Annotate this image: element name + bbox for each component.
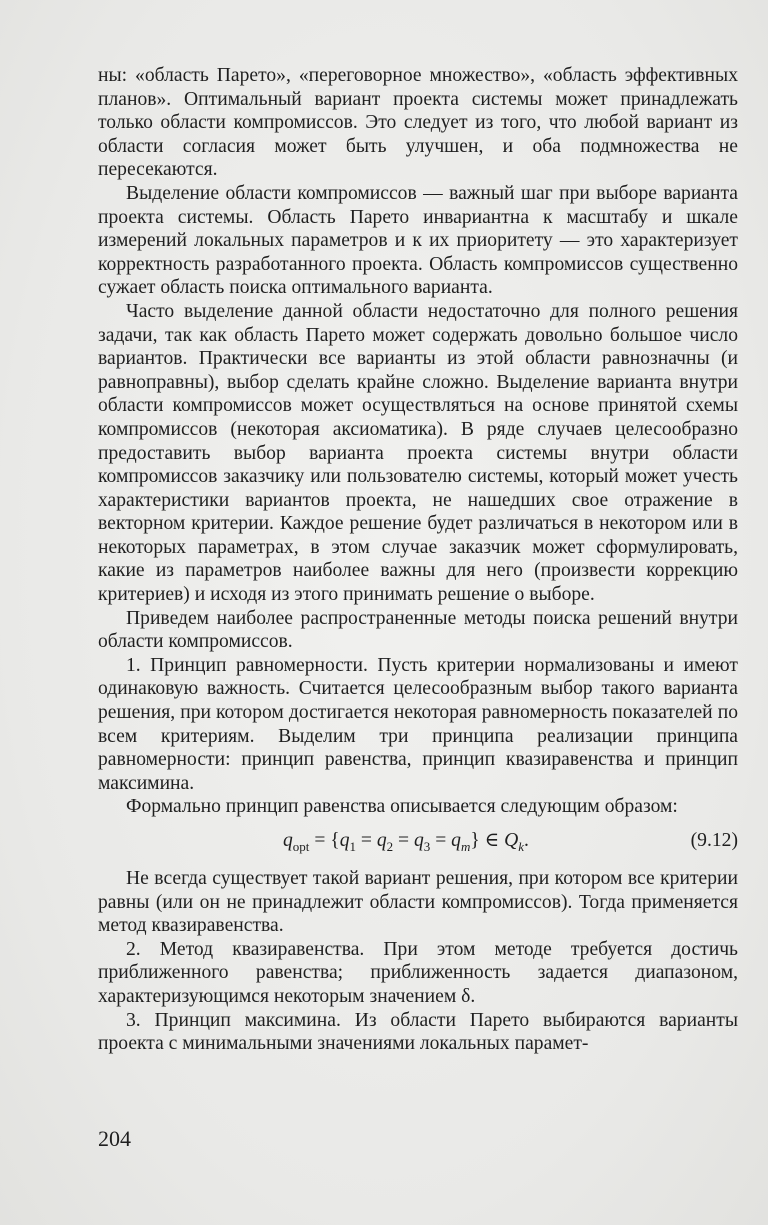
paragraph: ны: «область Парето», «переговорное множество», «область эффективных планов». Оптимальный вариант проекта системы может принадлежать только области компромиссов. Это следует из того, что любой вариант из области согласия может быть улучшен, и оба подмножества не пересекаются.: [98, 65, 738, 181]
paragraph: 1. Принцип равномерности. Пусть критерии нормализованы и имеют одинаковую важность. Считается целесообразным выбор такого варианта решения, при котором достигается некоторая равномерность показателей по всем критериям. Выделим три принципа реализации принципа равномерности: принцип равенства, принцип квазиравенства и принцип максимина.: [98, 654, 738, 794]
paragraph: Приведем наиболее распространенные методы поиска решений внутри области компромиссов.: [98, 607, 738, 653]
formula-number: (9.12): [690, 830, 738, 851]
formula-symbol: q: [283, 830, 293, 851]
paragraph: 3. Принцип максимина. Из области Парето выбираются варианты проекта с минимальными значениями локальных парамет-: [98, 1009, 738, 1055]
formula-subscript: m: [460, 838, 471, 854]
formula-symbol: Q: [504, 830, 519, 851]
paragraph: 2. Метод квазиравенства. При этом методе требуется достичь приближенного равенства; приближенность задается диапазоном, характеризующимся некоторым значением δ.: [98, 938, 738, 1007]
formula-symbol: q: [414, 830, 424, 851]
formula-subscript: 2: [386, 838, 394, 854]
formula-9-12: $q_{opt} = \{q_1 = q_2 = q_3 = q_m\}$ ∈ $Q_k$.: [283, 830, 529, 854]
formula-subscript: k: [518, 838, 524, 854]
formula-line: [98, 823, 738, 859]
formula-operator: = {: [309, 830, 340, 851]
formula-subscript: 1: [349, 838, 356, 854]
formula-symbol: q: [451, 830, 461, 851]
paragraph: Формально принцип равенства описывается следующим образом:: [126, 796, 678, 818]
formula-subscript: opt: [292, 838, 310, 854]
formula-symbol: q: [339, 830, 350, 851]
page-number: 204: [98, 1126, 131, 1151]
paragraph: Не всегда существует такой вариант решения, при котором все критерии равны (или он не принадлежит области компромиссов). Тогда применяется метод квазиравенства.: [98, 868, 738, 937]
formula-subscript: 3: [423, 838, 431, 854]
paragraph: Выделение области компромиссов — важный шаг при выборе варианта проекта системы. Область Парето инвариантна к масштабу и шкале измерений локальных параметров и к их приоритету — это характеризует корректность разработанного проекта. Область компромиссов существенно сужает область поиска оптимального варианта.: [98, 182, 738, 299]
body-text: [98, 64, 738, 1056]
paragraph: Часто выделение данной области недостаточно для полного решения задачи, так как область Парето может содержать довольно большое число вариантов. Практически все варианты из этой области равнозначны (и равноправны), выбор сделать крайне сложно. Выделение варианта внутри области компромиссов может осуществляться на основе принятой схемы компромиссов (некоторая аксиоматика). В ряде случаев целесообразно предоставить выбор варианта проекта системы внутри области компромиссов заказчику или пользователю системы, который может учесть характеристики вариантов проекта, не нашедших свое отражение в векторном критерии. Каждое решение будет различаться в некотором или в некоторых параметрах, в этом случае заказчик может сформулировать, какие из параметров наиболее важны для него (произвести коррекцию критериев) и исходя из этого принимать решение о выборе.: [98, 300, 738, 606]
formula-symbol: q: [376, 830, 387, 851]
formula-operator: } ∈: [470, 830, 505, 851]
formula-operator: .: [524, 830, 529, 851]
